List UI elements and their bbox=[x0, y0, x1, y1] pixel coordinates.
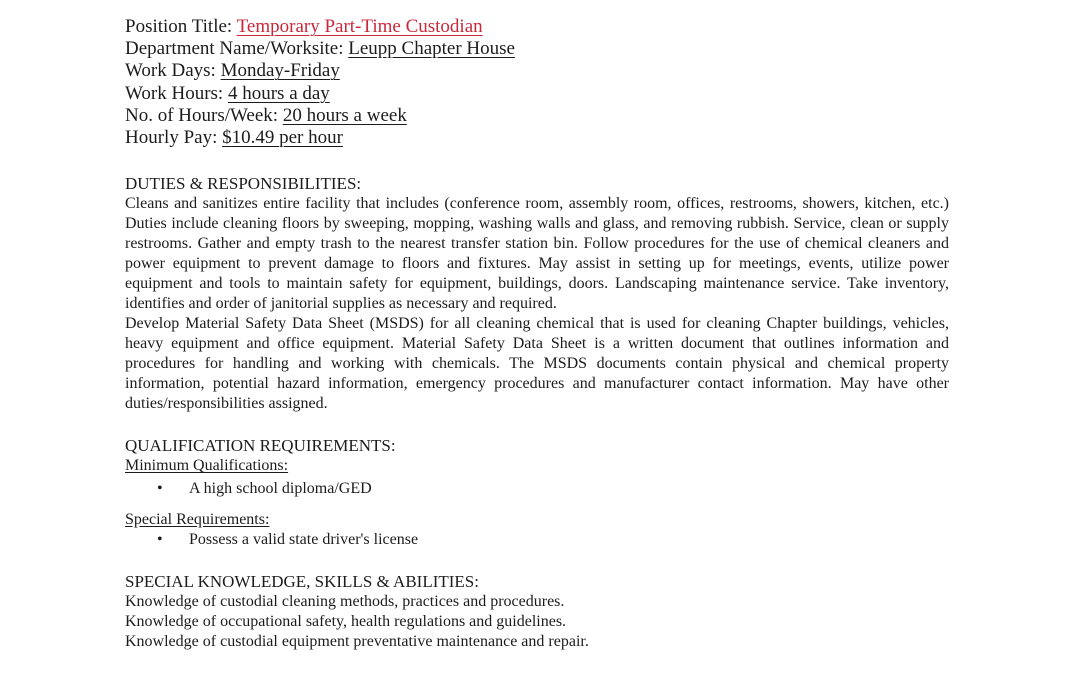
hourly-pay-value: $10.49 per hour bbox=[222, 127, 343, 149]
department-value: Leupp Chapter House bbox=[348, 38, 515, 60]
list-item bbox=[125, 479, 949, 499]
department-label: Department Name/Worksite: bbox=[125, 38, 344, 60]
qualifications-section bbox=[125, 436, 949, 550]
hours-week-value: 20 hours a week bbox=[282, 104, 407, 126]
knowledge-item: Knowledge of custodial cleaning methods, practices and procedures. bbox=[125, 593, 565, 611]
hours-week-label: No. of Hours/Week: bbox=[125, 104, 279, 126]
knowledge-item: Knowledge of custodial equipment preventative maintenance and repair. bbox=[125, 633, 589, 651]
work-days-label: Work Days: bbox=[125, 60, 216, 82]
work-hours-line bbox=[125, 83, 949, 105]
duties-paragraph-2: Develop Material Safety Data Sheet (MSDS) for all cleaning chemical that is used for cleaning Chapter buildings, vehicles, heavy equipment and office equipment. Material Safety Data Sheet is a written document that outlines information and procedures for handling and working with chemicals. The MSDS documents contain physical and chemical property information, potential hazard information, emergency procedures and manufacturer contact information. May have other duties/responsibilities assigned. bbox=[125, 315, 949, 413]
minimum-qualifications-heading: Minimum Qualifications: bbox=[125, 457, 289, 475]
hourly-pay-label: Hourly Pay: bbox=[125, 127, 218, 149]
duties-section bbox=[125, 174, 949, 414]
position-title-value: Temporary Part-Time Custodian bbox=[236, 16, 483, 37]
minimum-qualifications-list bbox=[125, 479, 949, 499]
special-requirements-heading: Special Requirements: bbox=[125, 511, 270, 529]
work-hours-label: Work Hours: bbox=[125, 82, 224, 104]
position-title-label: Position Title: bbox=[125, 16, 233, 37]
knowledge-item: Knowledge of occupational safety, health regulations and guidelines. bbox=[125, 613, 567, 631]
header-block bbox=[125, 16, 949, 149]
hours-week-line bbox=[125, 105, 949, 127]
work-days-line bbox=[125, 60, 949, 82]
hourly-pay-line bbox=[125, 127, 949, 149]
department-line bbox=[125, 38, 949, 60]
work-hours-value: 4 hours a day bbox=[227, 82, 330, 104]
job-posting-page bbox=[125, 16, 949, 652]
qualifications-heading: QUALIFICATION REQUIREMENTS: bbox=[125, 436, 396, 456]
knowledge-section bbox=[125, 572, 949, 652]
list-item-text: Possess a valid state driver's license bbox=[189, 531, 419, 549]
list-item-text: A high school diploma/GED bbox=[189, 480, 372, 498]
bullet-icon: • bbox=[157, 480, 163, 498]
position-title-line bbox=[125, 16, 949, 38]
duties-heading: DUTIES & RESPONSIBILITIES: bbox=[125, 174, 362, 194]
bullet-icon: • bbox=[157, 531, 163, 549]
duties-paragraph-1: Cleans and sanitizes entire facility that includes (conference room, assembly room, offices, restrooms, showers, kitchen, etc.) Duties include cleaning floors by sweeping, mopping, washing walls and glass, and removing rubbish. Service, clean or supply restrooms. Gather and empty trash to the nearest transfer station bin. Follow procedures for the use of chemical cleaners and power equipment to prevent damage to floors and fixtures. May assist in setting up for meetings, events, utilize power equipment and tools to maintain safety for equipment, buildings, doors. Landscaping maintenance service. Take inventory, identifies and order of janitorial supplies as necessary and required. bbox=[125, 195, 949, 313]
knowledge-heading: SPECIAL KNOWLEDGE, SKILLS & ABILITIES: bbox=[125, 572, 479, 592]
special-requirements-list bbox=[125, 530, 949, 550]
list-item bbox=[125, 530, 949, 550]
work-days-value: Monday-Friday bbox=[220, 60, 340, 82]
